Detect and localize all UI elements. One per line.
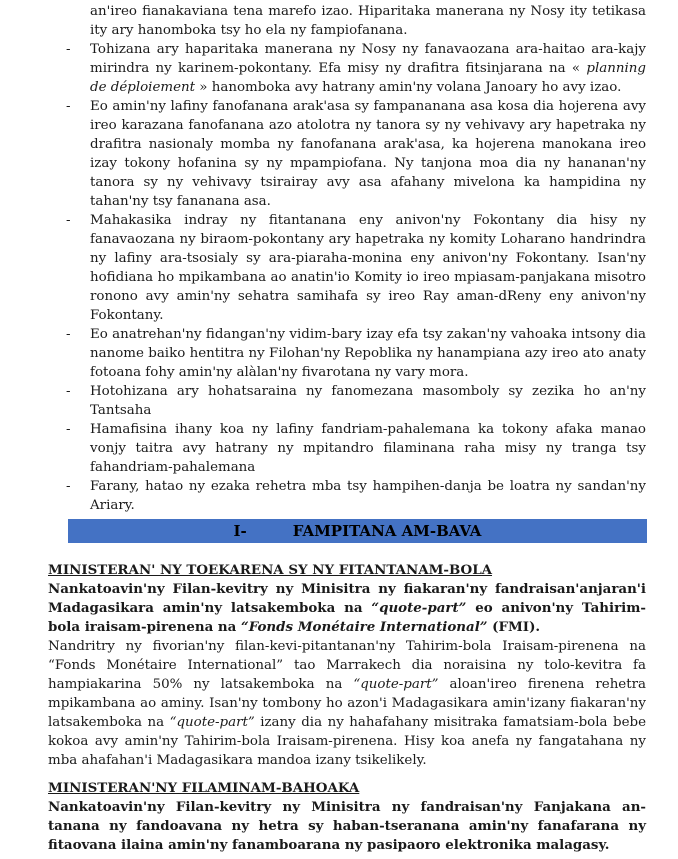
body-emphasis-2: “quote-part”: [169, 715, 255, 730]
lead-emphasis-2: “Fonds Monétaire International”: [241, 619, 488, 635]
ministry-title: MINISTERAN' NY TOEKARENA SY NY FITANTANAM-BOLA: [48, 562, 493, 578]
bullet-text: Tohizana ary haparitaka manerana ny Nosy ny fanavaozana ara-haitao ara-kajy mirindra ny karinem-pokontany. Efa misy ny drafitra fitsinjarana na «: [90, 42, 646, 76]
ministry-block-finance: [48, 561, 646, 770]
ministry-title: MINISTERAN'NY FILAMINAM-BAHOAKA: [48, 780, 360, 796]
lead-text-tail: (FMI).: [487, 619, 541, 635]
section-number: I-: [233, 522, 247, 540]
list-item: [66, 477, 646, 515]
list-item: [66, 420, 646, 477]
ministry-block-public-security: [48, 779, 646, 855]
body-emphasis: “quote-part”: [353, 677, 439, 692]
bullet-dash: -: [66, 42, 71, 57]
bullet-text: Hamafisina ihany koa ny lafiny fandriam-pahalemana ka tokony afaka manao vonjy taitra avy hatrany ny mpitandro filaminana raha misy ny tranga tsy fahandriam-pahalemana: [90, 422, 646, 475]
intro-paragraph: an'ireo fianakaviana tena marefo izao. Hiparitaka manerana ny Nosy ity tetikasa ity ary hanomboka tsy ho ela ny fampiofanana.: [90, 4, 646, 38]
bullet-text: Eo amin'ny lafiny fanofanana arak'asa sy fampananana asa kosa dia hojerena avy ireo karazana fanofanana azo atolotra ny tanora sy ny vehivavy ary hapetraka ny drafitra nasionaly momba ny fanofanana arak'asa, ka hojerena manokana ireo izay tokony hofanina sy ny mpampiofana. Ny tanjona moa dia ny hananan'ny tanora sy ny vehivavy tsirairay avy asa afahany mivelona ka hampidina ny tahan'ny tsy fananana asa.: [90, 99, 646, 209]
list-item: [66, 97, 646, 211]
section-heading-bar: [68, 519, 647, 543]
list-item: [66, 382, 646, 420]
bullet-text-tail: » hanomboka avy hatrany amin'ny volana Janoary ho avy izao.: [195, 80, 622, 95]
list-item: [66, 211, 646, 325]
bullet-dash: -: [66, 213, 71, 228]
lead-text: Nankatoavin'ny Filan-kevitry ny Minisitra ny fiakaran'ny fandraisan'anjaran'i Madagasikara amin'ny latsakemboka na: [48, 581, 646, 616]
bullet-text: Mahakasika indray ny fitantanana eny anivon'ny Fokontany dia hisy ny fanavaozana ny biraom-pokontany ary hapetraka ny komity Loharano handrindra ny lafiny ara-tsosialy sy ara-piaraha-monina eny anivon'ny Fokontany. Isan'ny hofidiana ho mpikambana ao anatin'io Komity io ireo mpiasam-panjakana misotro ronono avy amin'ny sehatra samihafa sy ireo Ray aman-dReny eny anivon'ny Fokontany.: [90, 213, 646, 323]
section-title: FAMPITANA AM-BAVA: [292, 522, 482, 540]
decision-lead: [48, 580, 646, 637]
list-item: [66, 40, 646, 97]
bullet-dash: -: [66, 384, 71, 399]
decision-lead: Nankatoavin'ny Filan-kevitry ny Minisitra ny fandraisan'ny Fanjakana an-tanana ny fandoavana ny hetra sy haban-tseranana amin'ny fanafarana ny fitaovana ilaina amin'ny fanamboarana ny pasipaoro elektronika malagasy.: [48, 799, 646, 853]
bullet-dash: -: [66, 479, 71, 494]
bullet-text: Eo anatrehan'ny fidangan'ny vidim-bary izay efa tsy zakan'ny vahoaka intsony dia nanome baiko hentitra ny Filohan'ny Repoblika ny hanampiana azy ireo ato anaty fotoana fohy amin'ny alàlan'ny fivarotana ny vary mora.: [90, 327, 646, 380]
body-text-mid: aloan'ireo firenena rehetra mpikambana ao aminy. Isan'ny tombony ho azon'i Madagasikara amin'izany fiakaran'ny latsakemboka na: [48, 677, 647, 730]
bullet-text: Hotohizana ary hohatsaraina ny fanomezana masomboly sy zezika ho an'ny Tantsaha: [90, 384, 646, 418]
bullet-text: Farany, hatao ny ezaka rehetra mba tsy hampihen-danja be loatra ny sandan'ny Ariary.: [90, 479, 646, 513]
decision-body: [48, 637, 646, 770]
body-text-tail: izany dia ny hahafahany misitraka famatsiam-bola bebe kokoa avy amin'ny Tahirim-bola Iraisam-pirenena. Hisy koa anefa ny fangatahana ny mba ahafahan'i Madagasikara mandoa izany tsikelikely.: [48, 715, 646, 768]
lead-text-mid: eo anivon'ny Tahirim-bola iraisam-pirenena na: [48, 600, 646, 635]
body-text: Nandritry ny fivorian'ny filan-kevi-pitantanan'ny Tahirim-bola Iraisam-pirenena na “Fonds Monétaire International” tao Marrakech dia noraisina ny tolo-kevitra fa hampiakarina 50% ny latsakemboka na: [48, 639, 646, 692]
bullet-list: [66, 40, 646, 515]
bullet-dash: -: [66, 327, 71, 342]
lead-emphasis: “quote-part”: [371, 600, 467, 616]
bullet-dash: -: [66, 99, 71, 114]
bullet-emphasis: planning de déploiement: [90, 61, 646, 95]
list-item: [66, 325, 646, 382]
bullet-dash: -: [66, 422, 71, 437]
